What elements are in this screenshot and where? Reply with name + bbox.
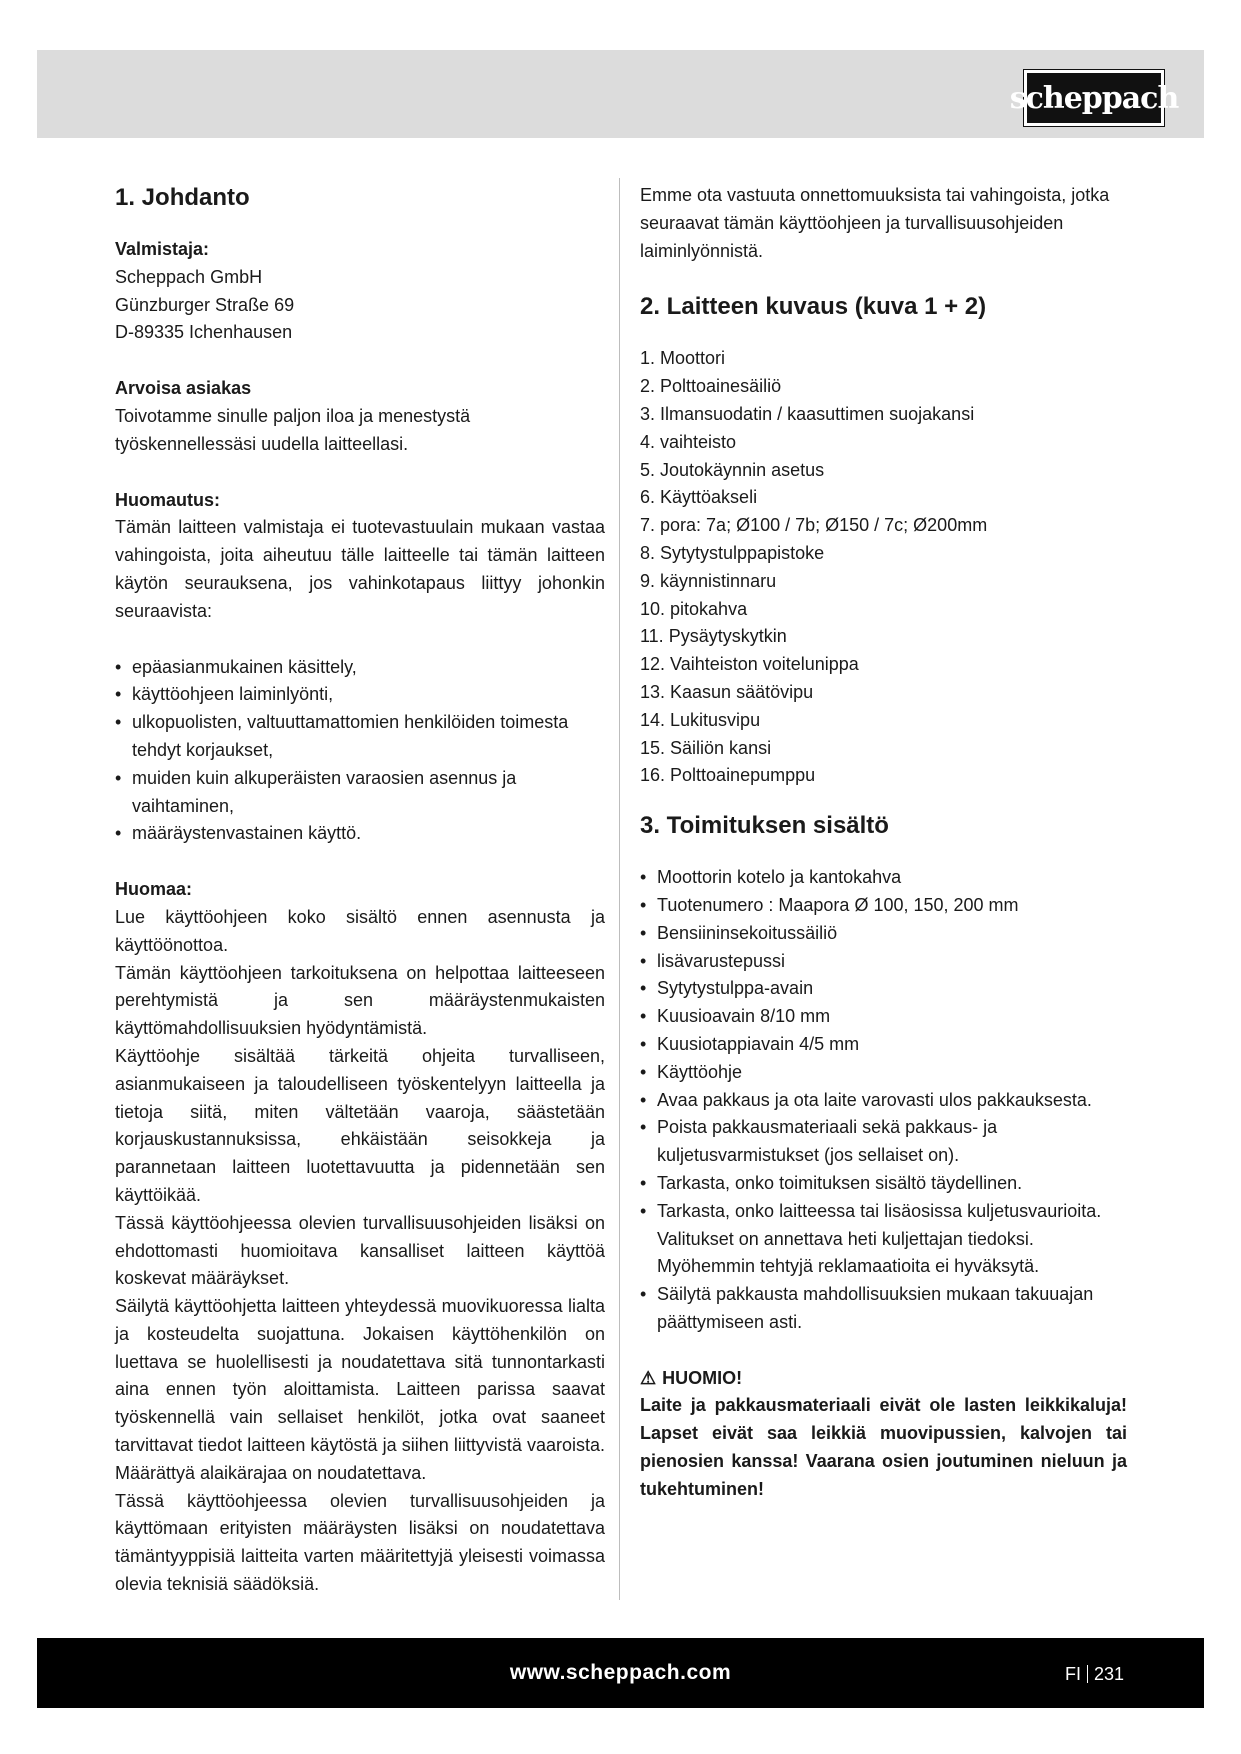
attention-label: Huomaa: [115,879,193,900]
list-item: • Tuotenumero : Maapora Ø 100, 150, 200 mm [640,892,1127,920]
list-item: 11. Pysäytyskytkin [640,626,787,647]
section-3-title: 3. Toimituksen sisältö [640,812,889,840]
customer-label: Arvoisa asiakas [115,378,252,399]
header-band [37,50,1204,138]
list-item: • käyttöohjeen laiminlyönti, [115,681,605,709]
manufacturer-line: Scheppach GmbH [115,266,263,287]
column-divider [619,178,620,1600]
list-item: 2. Polttoainesäiliö [640,376,782,397]
list-item: • Poista pakkausmateriaali sekä pakkaus- ja kuljetusvarmistukset (jos sellaiset on). [640,1114,1127,1170]
attention-paragraph: Tämän käyttöohjeen tarkoituksena on helpottaa laitteeseen perehtymistä ja sen määräystenmukaisten käyttömahdollisuuksien hyödyntämistä. [115,962,605,1039]
manufacturer-label: Valmistaja: [115,239,210,259]
list-item: 15. Säiliön kansi [640,737,772,758]
list-item: 12. Vaihteiston voitelunippa [640,654,859,675]
warning-title-text: HUOMIO! [662,1367,743,1388]
list-item: • ulkopuolisten, valtuuttamattomien henkilöiden toimesta tehdyt korjaukset, [115,709,605,765]
list-item: 13. Kaasun säätövipu [640,681,814,702]
section-1-title: 1. Johdanto [115,184,250,211]
footer-url: www.scheppach.com [509,1661,732,1684]
manufacturer-line: D-89335 Ichenhausen [115,322,293,343]
footer-separator [1087,1665,1088,1683]
attention-paragraph: Käyttöohje sisältää tärkeitä ohjeita turvalliseen, asianmukaiseen ja taloudelliseen työskentelyyn laitteella ja tietoja siitä, miten vältetään vaaroja, säästetään korjauskustannuksissa, ehkäistään seisokkeja ja parannetaan laitteen luotettavuutta ja pidennetään sen käyttöikää. [115,1045,605,1205]
list-item: • Tarkasta, onko toimituksen sisältö täydellinen. [640,1170,1127,1198]
delivery-list [640,864,1127,1337]
list-item: • Sytytystulppa-avain [640,975,1127,1003]
list-item: 1. Moottori [640,348,726,369]
list-item: 14. Lukitusvipu [640,709,761,730]
warning-title [640,1365,1127,1393]
parts-list [640,345,1127,790]
list-item: • Bensiininsekoitussäiliö [640,920,1127,948]
attention-paragraph: Lue käyttöohjeen koko sisältö ennen asennusta ja käyttöönottoa. [115,906,605,955]
list-item: • Kuusiotappiavain 4/5 mm [640,1031,1127,1059]
customer-text: Toivotamme sinulle paljon iloa ja menestystä työskennellessäsi uudella laitteellasi. [115,405,471,454]
warning-triangle-icon: ⚠ [640,1367,657,1388]
attention-paragraph: Tässä käyttöohjeessa olevien turvallisuusohjeiden ja käyttömaan erityisten määräysten lisäksi on noudatettava tämäntyyppisiä laitteita varten määritettyjä yleisesti voimassa olevia teknisiä säädöksiä. [115,1490,605,1595]
list-item: 5. Joutokäynnin asetus [640,459,825,480]
list-item: 7. pora: 7a; Ø100 / 7b; Ø150 / 7c; Ø200mm [640,515,988,536]
list-item: • epäasianmukainen käsittely, [115,654,605,682]
list-item: • Tarkasta, onko laitteessa tai lisäosissa kuljetusvaurioita. Valitukset on annettava heti kuljettajan tiedoksi. Myöhemmin tehtyjä reklamaatioita ei hyväksytä. [640,1198,1127,1281]
warning-text: Laite ja pakkausmateriaali eivät ole lasten leikkikaluja! Lapset eivät saa leikkiä muovipussien, kalvojen tai pienosien kanssa! Vaarana osien joutuminen nieluun ja tukehtuminen! [640,1395,1127,1499]
footer-page-info [1065,1664,1124,1685]
list-item: • Säilytä pakkausta mahdollisuuksien mukaan takuuajan päättymiseen asti. [640,1281,1127,1337]
list-item: 4. vaihteisto [640,431,737,452]
list-item: • lisävarustepussi [640,948,1127,976]
section-2-title: 2. Laitteen kuvaus (kuva 1 + 2) [640,293,987,321]
left-column [115,182,605,1599]
footer-band [37,1638,1204,1708]
list-item: 3. Ilmansuodatin / kaasuttimen suojakansi [640,403,975,424]
list-item: • Moottorin kotelo ja kantokahva [640,864,1127,892]
note-label: Huomautus: [115,489,220,510]
list-item: • Käyttöohje [640,1059,1127,1087]
list-item: 8. Sytytystulppapistoke [640,542,825,563]
note-bullet-list [115,654,605,849]
manufacturer-line: Günzburger Straße 69 [115,294,295,315]
footer-language: FI [1064,1664,1081,1684]
footer-page-number: 231 [1093,1664,1124,1684]
list-item: • määräystenvastainen käyttö. [115,820,605,848]
list-item: • Kuusioavain 8/10 mm [640,1003,1127,1031]
list-item: • Avaa pakkaus ja ota laite varovasti ulos pakkauksesta. [640,1087,1127,1115]
list-item: • muiden kuin alkuperäisten varaosien asennus ja vaihtaminen, [115,765,605,821]
list-item: 16. Polttoainepumppu [640,765,816,786]
list-item: 10. pitokahva [640,598,748,619]
liability-text: Emme ota vastuuta onnettomuuksista tai vahingoista, jotka seuraavat tämän käyttöohjeen ja turvallisuusohjeiden laiminlyönnistä. [640,185,1110,261]
list-item: 6. Käyttöakseli [640,487,758,508]
attention-paragraph: Säilytä käyttöohjetta laitteen yhteydessä muovikuoressa lialta ja kosteudelta suojattuna. Jokaisen käyttöhenkilön on luettava se huolellisesti ja noudatettava sitä tunnontarkasti aina ennen työn aloittamista. Laitteen parissa saavat työskennellä vain sellaiset henkilöt, jotka ovat saaneet tarvittavat tiedot laitteen käytöstä ja siihen liittyvistä vaaroista. Määrättyä alaikärajaa on noudatettava. [115,1296,605,1483]
scheppach-logo: scheppach [1024,70,1164,126]
note-text: Tämän laitteen valmistaja ei tuotevastuulain mukaan vastaa vahingoista, joita aiheutuu tälle laitteelle tai tämän laitteen käytön seurauksena, jos vahinkotapaus liittyy johonkin seuraavista: [115,517,605,621]
right-column [640,182,1127,1504]
list-item: 9. käynnistinnaru [640,570,777,591]
attention-paragraph: Tässä käyttöohjeessa olevien turvallisuusohjeiden lisäksi on ehdottomasti huomioitava kansalliset laitteen käyttöä koskevat määräykset. [115,1212,605,1289]
